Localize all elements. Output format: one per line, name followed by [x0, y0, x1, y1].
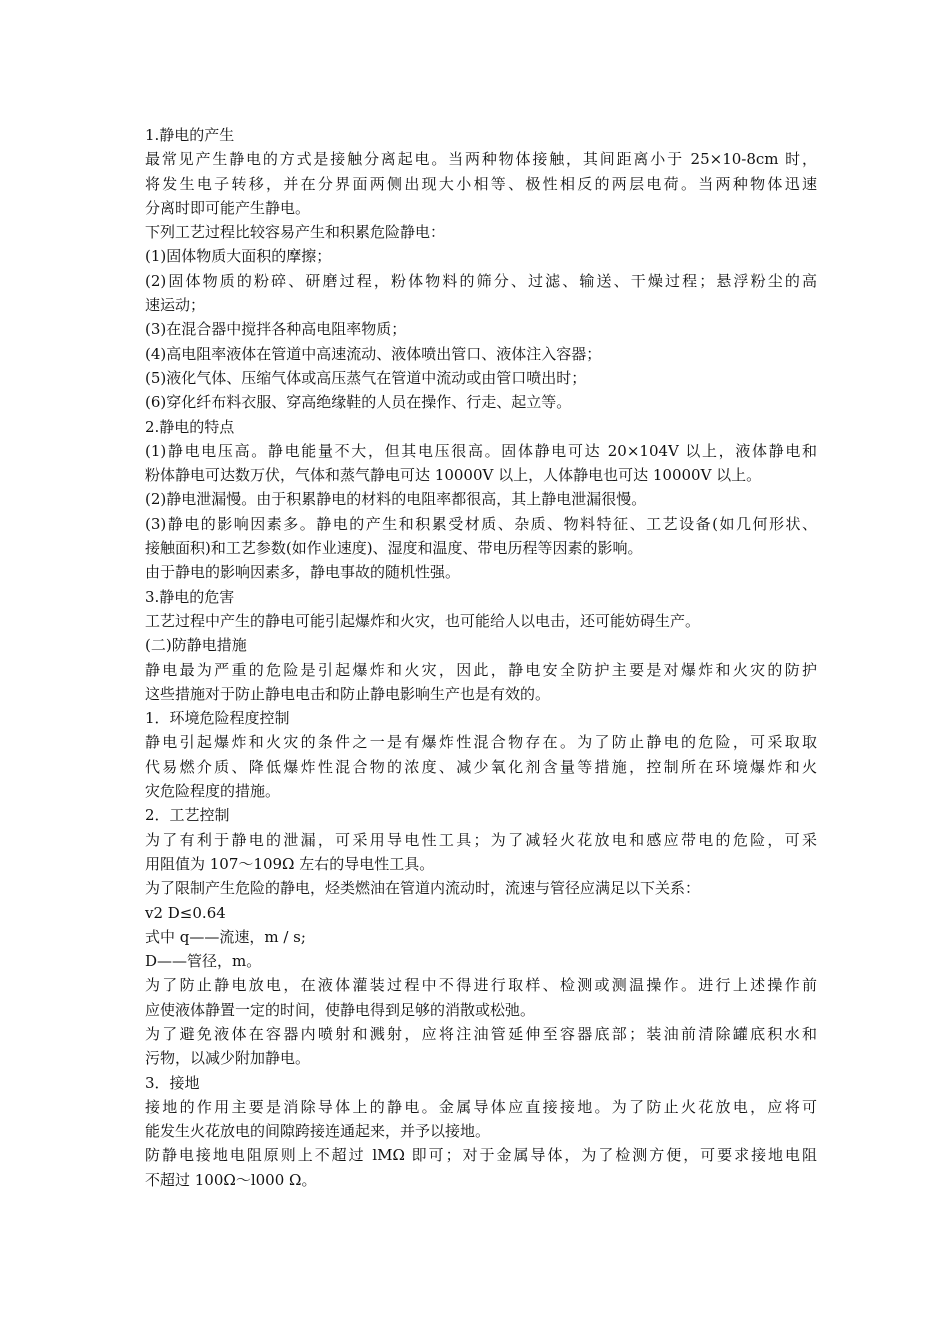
text-line: (二)防静电措施 — [145, 636, 247, 655]
text-line: 2.静电的特点 — [145, 417, 235, 436]
text-line: 由于静电的影响因素多，静电事故的随机性强。 — [145, 563, 461, 582]
text-line: 不超过 100Ω～l000 Ω。 — [145, 1170, 317, 1189]
text-line: 代易燃介质、降低爆炸性混合物的浓度、减少氧化剂含量等措施，控制所在环境爆炸和火 — [145, 757, 817, 776]
text-line: 工艺过程中产生的静电可能引起爆炸和火灾，也可能给人以电击，还可能妨碍生产。 — [145, 611, 701, 630]
text-line: (5)液化气体、压缩气体或高压蒸气在管道中流动或由管口喷出时； — [145, 368, 587, 387]
text-line: 1．环境危险程度控制 — [145, 709, 290, 728]
text-line: 接地的作用主要是消除导体上的静电。金属导体应直接接地。为了防止火花放电，应将可 — [145, 1097, 817, 1116]
text-line: 接触面积)和工艺参数(如作业速度)、湿度和温度、带电历程等因素的影响。 — [145, 539, 643, 558]
text-line: 1.静电的产生 — [145, 126, 235, 144]
text-line: 污物，以减少附加静电。 — [145, 1049, 311, 1068]
text-line: 2．工艺控制 — [145, 806, 230, 825]
text-line: 3.静电的危害 — [145, 587, 235, 606]
text-line: 下列工艺过程比较容易产生和积累危险静电： — [145, 223, 446, 242]
text-line: v2 D≤0.64 — [145, 903, 226, 922]
text-line: 为了限制产生危险的静电，烃类燃油在管道内流动时，流速与管径应满足以下关系： — [145, 879, 701, 898]
text-line: (1)静电电压高。静电能量不大，但其电压很高。固体静电可达 20×104V 以上，液体静电和 — [145, 441, 817, 460]
text-line: 静电引起爆炸和火灾的条件之一是有爆炸性混合物存在。为了防止静电的危险，可采取取 — [145, 733, 817, 752]
text-line: 防静电接地电阻原则上不超过 lMΩ 即可；对于金属导体，为了检测方便，可要求接地电阻 — [145, 1146, 817, 1165]
text-line: 为了防止静电放电，在液体灌装过程中不得进行取样、检测或测温操作。进行上述操作前 — [145, 976, 817, 995]
text-line: (2)固体物质的粉碎、研磨过程，粉体物料的筛分、过滤、输送、干燥过程；悬浮粉尘的高 — [145, 271, 817, 290]
text-line: 式中 q——流速，m / s; — [145, 927, 306, 946]
document-page — [145, 123, 817, 1192]
text-line: 分离时即可能产生静电。 — [145, 198, 311, 217]
text-line: 灾危险程度的措施。 — [145, 782, 281, 801]
text-line: 应使液体静置一定的时间，使静电得到足够的消散或松弛。 — [145, 1000, 536, 1019]
text-line: 最常见产生静电的方式是接触分离起电。当两种物体接触，其间距离小于 25×10-8cm 时， — [145, 150, 817, 169]
text-line: (3)在混合器中搅拌各种高电阻率物质； — [145, 320, 407, 339]
text-line: (2)静电泄漏慢。由于积累静电的材料的电阻率都很高，其上静电泄漏很慢。 — [145, 490, 647, 509]
text-line: (3)静电的影响因素多。静电的产生和积累受材质、杂质、物料特征、工艺设备(如几何形状、 — [145, 514, 817, 533]
text-line: 静电最为严重的危险是引起爆炸和火灾，因此，静电安全防护主要是对爆炸和火灾的防护 — [145, 660, 817, 679]
text-line: (6)穿化纤布料衣服、穿高绝缘鞋的人员在操作、行走、起立等。 — [145, 393, 572, 412]
text-line: (4)高电阻率液体在管道中高速流动、液体喷出管口、液体注入容器； — [145, 344, 602, 363]
text-line: 为了有利于静电的泄漏，可采用导电性工具；为了减轻火花放电和感应带电的危险，可采 — [145, 830, 817, 849]
text-line: D——管径，m。 — [145, 952, 262, 971]
text-line: 用阻值为 107～109Ω 左右的导电性工具。 — [145, 854, 435, 873]
text-line: 粉体静电可达数万伏，气体和蒸气静电可达 10000V 以上，人体静电也可达 10000V 以上。 — [145, 466, 762, 485]
text-line: 能发生火花放电的间隙跨接连通起来，并予以接地。 — [145, 1122, 491, 1141]
text-line: 这些措施对于防止静电电击和防止静电影响生产也是有效的。 — [145, 684, 551, 703]
text-line: 将发生电子转移，并在分界面两侧出现大小相等、极性相反的两层电荷。当两种物体迅速 — [145, 174, 817, 193]
text-line: (1)固体物质大面积的摩擦； — [145, 247, 332, 266]
text-line: 速运动； — [145, 296, 206, 315]
text-line: 为了避免液体在容器内喷射和溅射，应将注油管延伸至容器底部；装油前清除罐底积水和 — [145, 1024, 817, 1043]
text-line: 3．接地 — [145, 1073, 200, 1092]
